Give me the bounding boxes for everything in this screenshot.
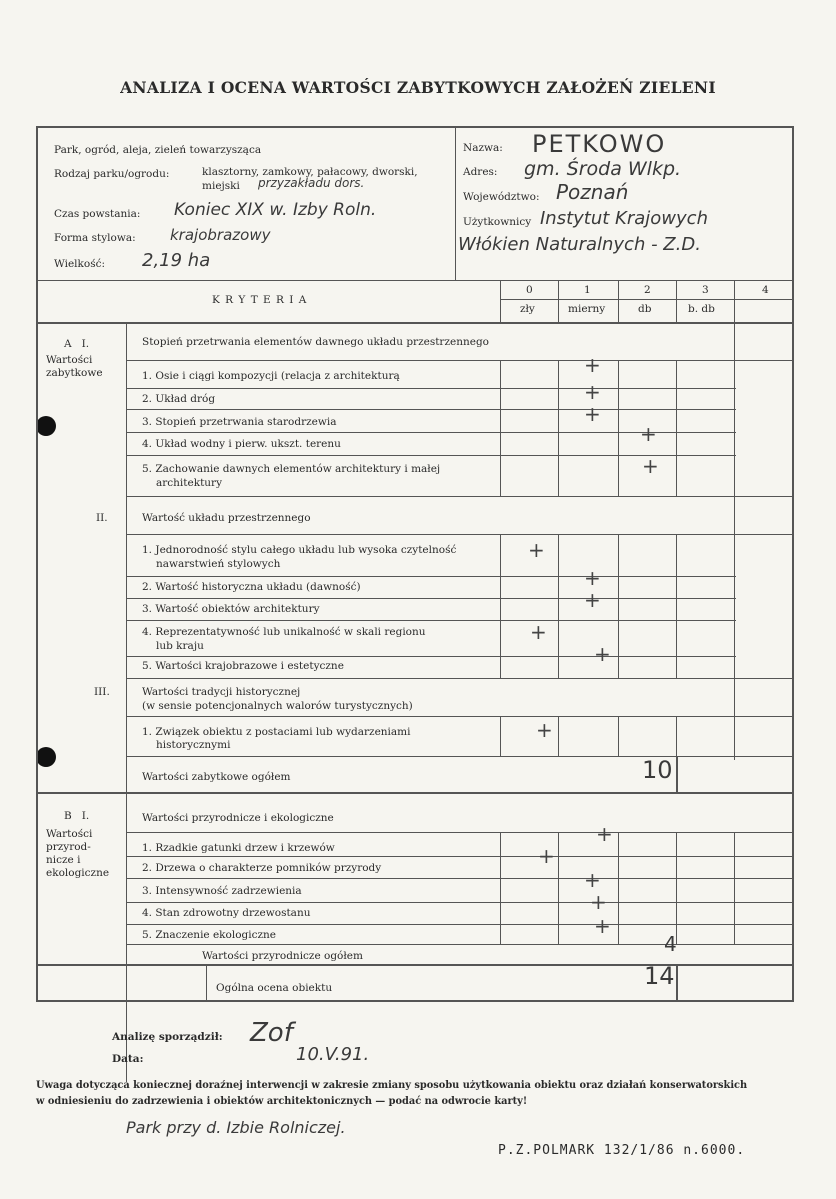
data-label: Data:	[112, 1053, 144, 1065]
mark-a3-1: +	[536, 718, 553, 742]
g3-title-2: (w sensie potencjonalnych walorów turystycznych)	[142, 700, 413, 712]
uwaga-line-2: w odniesieniu do zadrzewienia i obiektów architektonicznych — podać na odwrocie karty!	[36, 1096, 528, 1107]
score-name-mierny: mierny	[568, 303, 606, 315]
score-4: 4	[762, 284, 769, 296]
g3-item-1b: historycznymi	[156, 739, 231, 751]
nazwa-label: Nazwa:	[463, 142, 503, 154]
woj-value: Poznań	[556, 180, 629, 204]
g1-item-1: 1. Osie i ciągi kompozycji (relacja z architekturą	[142, 370, 400, 382]
czas-label: Czas powstania:	[54, 208, 141, 220]
overall-label: Ogólna ocena obiektu	[216, 982, 333, 994]
g1-title: Stopień przetrwania elementów dawnego układu przestrzennego	[142, 336, 489, 348]
a-total-label: Wartości zabytkowe ogółem	[142, 771, 291, 783]
b-item-1: 1. Rzadkie gatunki drzew i krzewów	[142, 842, 335, 854]
section-b-code: B I.	[64, 810, 90, 822]
czas-value: Koniec XIX w. Izby Roln.	[174, 200, 377, 220]
mark-a1-5: +	[642, 454, 659, 478]
park-type-line: Park, ogród, aleja, zieleń towarzysząca	[54, 144, 262, 156]
mark-a1-4: +	[640, 422, 657, 446]
adres-value: gm. Środa Wlkp.	[524, 158, 682, 180]
g3-title-1: Wartości tradycji historycznej	[142, 686, 301, 698]
g2-item-5: 5. Wartości krajobrazowe i estetyczne	[142, 660, 344, 672]
uzytk-value-1: Instytut Krajowych	[540, 208, 708, 229]
g3-code: III.	[94, 686, 110, 698]
uwaga-line-1: Uwaga dotycząca koniecznej doraźnej interwencji w zakresie zmiany sposobu użytkowania obiektu oraz działań konserwatorskich	[36, 1080, 748, 1091]
a-total-value: 10	[642, 756, 673, 784]
data-value: 10.V.91.	[296, 1044, 370, 1065]
woj-label: Województwo:	[463, 191, 540, 203]
g3-item-1: 1. Związek obiektu z postaciami lub wydarzeniami	[142, 726, 411, 738]
g2-title: Wartość układu przestrzennego	[142, 512, 311, 524]
adres-label: Adres:	[463, 166, 498, 178]
mark-a2-1: +	[528, 538, 545, 562]
analiza-label: Analizę sporządził:	[112, 1031, 223, 1043]
mark-a1-1: +	[584, 353, 601, 377]
mark-b-1: +	[596, 822, 613, 846]
criteria-label: K R Y T E R I A	[212, 294, 308, 306]
score-3: 3	[702, 284, 709, 296]
section-b-name-2: przyrod-	[46, 841, 91, 853]
g1-item-4: 4. Układ wodny i pierw. ukszt. terenu	[142, 438, 341, 450]
rodzaj-options-1: klasztorny, zamkowy, pałacowy, dworski,	[202, 166, 418, 178]
score-name-zly: zły	[520, 303, 535, 315]
score-name-bdb: b. db	[688, 303, 715, 315]
b-total-label: Wartości przyrodnicze ogółem	[202, 950, 363, 962]
uzytk-value-2: Włókien Naturalnych - Z.D.	[458, 234, 701, 255]
mark-b-2: +	[538, 844, 555, 868]
mark-b-4: +	[590, 890, 607, 914]
forma-label: Forma stylowa:	[54, 232, 136, 244]
printer-imprint: P.Z.POLMARK 132/1/86 n.6000.	[498, 1143, 746, 1158]
mark-a2-3: +	[584, 588, 601, 612]
section-a-name-2: zabytkowe	[46, 367, 103, 379]
mark-a2-2: +	[584, 566, 601, 590]
g1-item-3: 3. Stopień przetrwania starodrzewia	[142, 416, 337, 428]
g2-item-1: 1. Jednorodność stylu całego układu lub wysoka czytelność	[142, 544, 457, 556]
mark-a1-2: +	[584, 380, 601, 404]
mark-b-3: +	[584, 868, 601, 892]
g2-item-4: 4. Reprezentatywność lub unikalność w skali regionu	[142, 626, 426, 638]
handwritten-note: Park przy d. Izbie Rolniczej.	[126, 1118, 346, 1137]
g2-code: II.	[96, 512, 108, 524]
mark-b-5: +	[594, 914, 611, 938]
mark-a2-4: +	[530, 620, 547, 644]
b-item-5: 5. Znaczenie ekologiczne	[142, 929, 277, 941]
overall-value: 14	[644, 962, 675, 990]
forma-value: krajobrazowy	[170, 226, 271, 244]
rodzaj-value: przyzakładu dors.	[258, 176, 365, 190]
section-b-name-4: ekologiczne	[46, 867, 110, 879]
score-1: 1	[584, 284, 591, 296]
wielkosc-label: Wielkość:	[54, 258, 106, 270]
g1-item-2: 2. Układ dróg	[142, 393, 216, 405]
form-frame	[36, 126, 794, 1002]
g1-item-5b: architektury	[156, 477, 223, 489]
mark-a1-3: +	[584, 402, 601, 426]
form-title: ANALIZA I OCENA WARTOŚCI ZABYTKOWYCH ZAŁOŻEŃ ZIELENI	[120, 78, 716, 97]
wielkosc-value: 2,19 ha	[142, 250, 211, 271]
g2-item-2: 2. Wartość historyczna układu (dawność)	[142, 581, 361, 593]
rodzaj-options-2: miejski	[202, 180, 240, 192]
g2-item-1b: nawarstwień stylowych	[156, 558, 281, 570]
b-title: Wartości przyrodnicze i ekologiczne	[142, 812, 334, 824]
score-2: 2	[644, 284, 651, 296]
section-b-name-3: nicze i	[46, 854, 81, 866]
g1-item-5: 5. Zachowanie dawnych elementów architektury i małej	[142, 463, 441, 475]
b-item-4: 4. Stan zdrowotny drzewostanu	[142, 907, 311, 919]
section-a-name-1: Wartości	[46, 354, 93, 366]
section-b-name-1: Wartości	[46, 828, 93, 840]
b-total-value: 4	[664, 932, 677, 956]
analiza-value: Zof	[250, 1018, 293, 1048]
rodzaj-label: Rodzaj parku/ogrodu:	[54, 168, 170, 180]
score-name-db: db	[638, 303, 652, 315]
mark-a2-5: +	[594, 642, 611, 666]
b-item-2: 2. Drzewa o charakterze pomników przyrody	[142, 862, 382, 874]
uzytk-label: Użytkownicy	[463, 216, 532, 228]
g2-item-4b: lub kraju	[156, 640, 204, 652]
g2-item-3: 3. Wartość obiektów architektury	[142, 603, 320, 615]
score-0: 0	[526, 284, 533, 296]
nazwa-value: PETKOWO	[532, 130, 667, 158]
b-item-3: 3. Intensywność zadrzewienia	[142, 885, 302, 897]
section-a-code: A I.	[64, 338, 90, 350]
